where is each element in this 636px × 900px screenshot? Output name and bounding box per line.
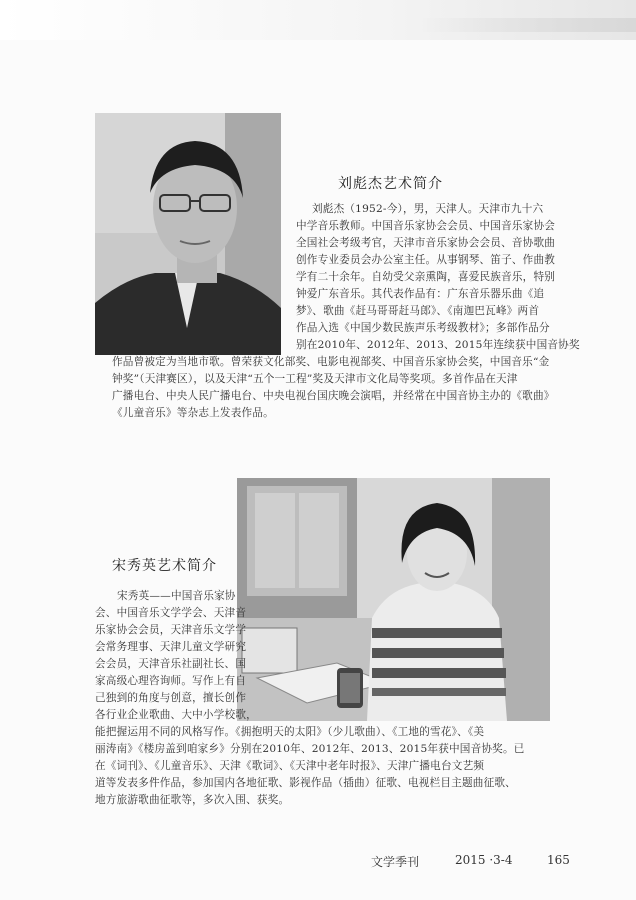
portrait-liu <box>95 113 281 355</box>
text-line: 会常务理事、天津儿童文学研究 <box>95 641 247 653</box>
text-line: 己独到的角度与创意，擅长创作 <box>95 692 247 704</box>
text-line: 会、中国音乐文学学会、天津音 <box>95 607 247 619</box>
text-line: 各行业企业歌曲、大中小学校歌， <box>95 709 257 721</box>
footer-page-number: 165 <box>547 853 570 867</box>
footer-issue: 2015 ·3-4 <box>455 853 513 867</box>
text-line: 丽涛南》《楼房盖到咱家乡》分别在2010年、2012年、2013、2015年获中国音协奖。已 <box>95 743 525 755</box>
text-line: 地方旅游歌曲征歌等，多次入围、获奖。 <box>95 794 290 806</box>
text-line: 钟奖”（天津赛区），以及天津“五个一工程”奖及天津市文化局等奖项。多首作品在天津 <box>112 373 518 385</box>
text-line: 梦》、歌曲《赶马哥哥赶马郎》、《南迦巴瓦峰》两首 <box>296 305 540 317</box>
text-line: 家高级心理咨询师。写作上有自 <box>95 675 247 687</box>
portrait-song <box>237 478 550 721</box>
text-line: 在《词刊》、《儿童音乐》、天津《歌词》、《天津中老年时报》、天津广播电台文艺频 <box>95 760 485 772</box>
text-line: 全国社会考级考官，天津市音乐家协会会员、音协歌曲 <box>296 237 556 249</box>
text-line: 中学音乐教师。中国音乐家协会会员、中国音乐家协会 <box>296 220 556 232</box>
text-line: 广播电台、中央人民广播电台、中央电视台国庆晚会演唱，并经常在中国音协主办的《歌曲》 <box>112 390 555 402</box>
scan-band <box>420 18 636 32</box>
text-line: 创作专业委员会办公室主任。从事钢琴、笛子、作曲教 <box>296 254 556 266</box>
title-liu: 刘彪杰艺术简介 <box>338 176 443 192</box>
title-song: 宋秀英艺术简介 <box>112 558 217 574</box>
text-line: 刘彪杰（1952-今），男，天津人。天津市九十六 <box>312 203 544 215</box>
text-line: 会会员，天津音乐社副社长、国 <box>95 658 247 670</box>
text-line: 乐家协会会员，天津音乐文学学 <box>95 624 247 636</box>
text-line: 学有二十余年。自幼受父亲熏陶，喜爱民族音乐，特别 <box>296 271 556 283</box>
text-line: 宋秀英——中国音乐家协 <box>117 590 236 602</box>
text-line: 《儿童音乐》等杂志上发表作品。 <box>112 407 274 419</box>
text-line: 作品入选《中国少数民族声乐考级教材》；多部作品分 <box>296 322 550 334</box>
text-line: 能把握运用不同的风格写作。《拥抱明天的太阳》（少儿歌曲）、《工地的雪花》、《美 <box>95 726 485 738</box>
text-line: 钟爱广东音乐。其代表作品有：广东音乐器乐曲《追 <box>296 288 545 300</box>
text-line: 别在2010年、2012年、2013、2015年连续获中国音协奖 <box>296 339 580 351</box>
footer-journal: 文学季刊 <box>371 855 420 869</box>
text-line: 道等发表多件作品，参加国内各地征歌、影视作品（插曲）征歌、电视栏目主题曲征歌、 <box>95 777 516 789</box>
text-line: 作品曾被定为当地市歌。曾荣获文化部奖、电影电视部奖、中国音乐家协会奖，中国音乐“金 <box>112 356 550 368</box>
